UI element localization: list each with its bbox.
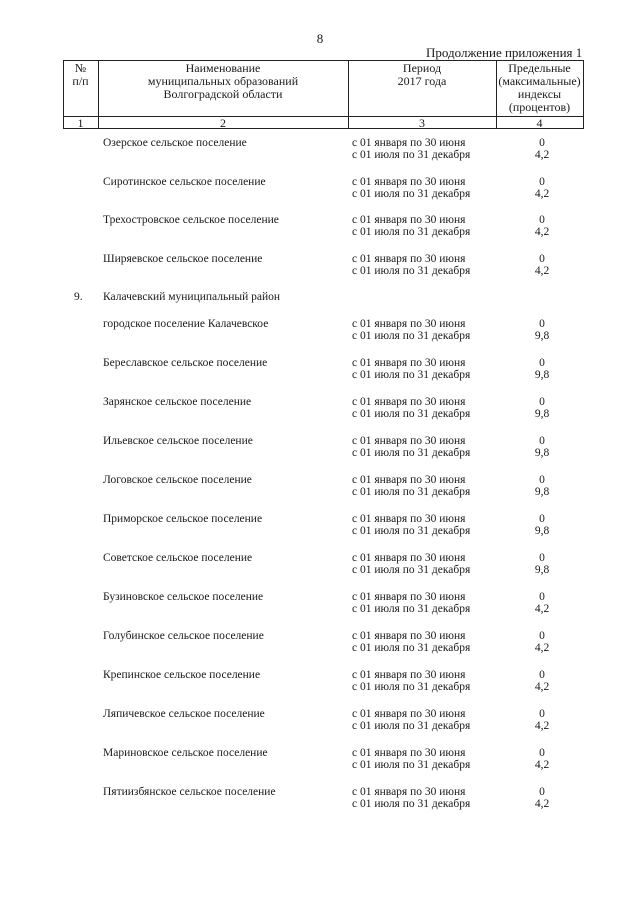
period-second-half: с 01 июля по 31 декабря bbox=[352, 798, 471, 810]
period-second-half: с 01 июля по 31 декабря bbox=[352, 408, 471, 420]
index-second-half: 4,2 bbox=[534, 149, 550, 161]
index-first-half: 0 bbox=[539, 396, 545, 408]
index-first-half: 0 bbox=[539, 318, 545, 330]
table-row bbox=[0, 591, 640, 621]
period-second-half: с 01 июля по 31 декабря bbox=[352, 759, 471, 771]
municipality-name: Бузиновское сельское поселение bbox=[103, 591, 264, 603]
table-row bbox=[0, 630, 640, 660]
index-first-half: 0 bbox=[539, 552, 545, 564]
period-second-half: с 01 июля по 31 декабря bbox=[352, 486, 471, 498]
district-number: 9. bbox=[74, 291, 83, 303]
index-second-half: 9,8 bbox=[534, 369, 550, 381]
period-first-half: с 01 января по 30 июня bbox=[352, 669, 466, 681]
period-second-half: с 01 июля по 31 декабря bbox=[352, 603, 471, 615]
period-second-half: с 01 июля по 31 декабря bbox=[352, 525, 471, 537]
period-second-half: с 01 июля по 31 декабря bbox=[352, 149, 471, 161]
header-municipality: Наименование муниципальных образований Волгоградской области bbox=[147, 61, 299, 101]
municipality-name: Советское сельское поселение bbox=[103, 552, 253, 564]
municipality-name: Логовское сельское поселение bbox=[103, 474, 252, 486]
period-first-half: с 01 января по 30 июня bbox=[352, 253, 466, 266]
municipality-name: Трехостровское сельское поселение bbox=[103, 214, 279, 227]
table-row bbox=[0, 357, 640, 387]
period-first-half: с 01 января по 30 июня bbox=[352, 137, 466, 149]
municipality-name: Озерское сельское поселение bbox=[103, 137, 247, 149]
index-second-half: 9,8 bbox=[534, 408, 550, 420]
colnum-3: 3 bbox=[419, 116, 425, 130]
municipality-name: Сиротинское сельское поселение bbox=[103, 175, 266, 188]
table-row bbox=[0, 214, 640, 244]
period-second-half: с 01 июля по 31 декабря bbox=[352, 447, 471, 459]
index-second-half: 9,8 bbox=[534, 486, 550, 498]
continuation-note: Продолжение приложения 1 bbox=[426, 45, 583, 60]
index-first-half: 0 bbox=[539, 747, 545, 759]
period-second-half: с 01 июля по 31 декабря bbox=[352, 265, 471, 278]
index-second-half: 4,2 bbox=[534, 798, 550, 810]
table-row bbox=[0, 435, 640, 465]
period-first-half: с 01 января по 30 июня bbox=[352, 747, 466, 759]
table-right-border bbox=[583, 60, 584, 129]
index-second-half: 4,2 bbox=[534, 265, 550, 278]
index-first-half: 0 bbox=[539, 357, 545, 369]
municipality-name: Береславское сельское поселение bbox=[103, 357, 268, 369]
period-second-half: с 01 июля по 31 декабря bbox=[352, 564, 471, 576]
index-second-half: 9,8 bbox=[534, 525, 550, 537]
municipality-name: Ляпичевское сельское поселение bbox=[103, 708, 265, 720]
period-second-half: с 01 июля по 31 декабря bbox=[352, 681, 471, 693]
index-second-half: 4,2 bbox=[534, 642, 550, 654]
table-row bbox=[0, 474, 640, 504]
period-first-half: с 01 января по 30 июня bbox=[352, 591, 466, 603]
table-row bbox=[0, 253, 640, 283]
index-first-half: 0 bbox=[539, 474, 545, 486]
table-row bbox=[0, 552, 640, 582]
period-first-half: с 01 января по 30 июня bbox=[352, 318, 466, 330]
period-first-half: с 01 января по 30 июня bbox=[352, 630, 466, 642]
municipality-name: Ширяевское сельское поселение bbox=[103, 253, 263, 266]
colnum-4: 4 bbox=[536, 116, 543, 130]
period-first-half: с 01 января по 30 июня bbox=[352, 708, 466, 720]
period-first-half: с 01 января по 30 июня bbox=[352, 474, 466, 486]
municipality-name: городское поселение Калачевское bbox=[103, 318, 269, 330]
index-first-half: 0 bbox=[539, 175, 545, 188]
period-first-half: с 01 января по 30 июня bbox=[352, 552, 466, 564]
index-second-half: 9,8 bbox=[534, 330, 550, 342]
header-number: № п/п bbox=[72, 61, 89, 88]
table-row bbox=[0, 786, 640, 816]
table-row bbox=[0, 176, 640, 206]
index-second-half: 9,8 bbox=[534, 447, 550, 459]
period-first-half: с 01 января по 30 июня bbox=[352, 513, 466, 525]
index-first-half: 0 bbox=[539, 253, 545, 266]
municipality-name: Ильевское сельское поселение bbox=[103, 435, 253, 447]
index-first-half: 0 bbox=[539, 708, 545, 720]
header-indices: Предельные (максимальные) индексы (процентов) bbox=[498, 61, 581, 114]
municipality-name: Зарянское сельское поселение bbox=[103, 396, 252, 408]
index-second-half: 4,2 bbox=[534, 226, 550, 239]
index-second-half: 4,2 bbox=[534, 720, 550, 732]
index-first-half: 0 bbox=[539, 630, 545, 642]
index-second-half: 4,2 bbox=[534, 187, 550, 200]
index-first-half: 0 bbox=[539, 591, 545, 603]
index-first-half: 0 bbox=[539, 214, 545, 227]
table-row bbox=[0, 137, 640, 167]
period-second-half: с 01 июля по 31 декабря bbox=[352, 226, 471, 239]
district-name: Калачевский муниципальный район bbox=[103, 291, 281, 303]
municipality-name: Пятиизбянское сельское поселение bbox=[103, 786, 276, 798]
municipality-name: Голубинское сельское поселение bbox=[103, 630, 264, 642]
period-first-half: с 01 января по 30 июня bbox=[352, 396, 466, 408]
table-row bbox=[0, 396, 640, 426]
period-second-half: с 01 июля по 31 декабря bbox=[352, 187, 471, 200]
table-row bbox=[0, 669, 640, 699]
index-second-half: 4,2 bbox=[534, 603, 550, 615]
municipality-name: Мариновское сельское поселение bbox=[103, 747, 268, 759]
period-first-half: с 01 января по 30 июня bbox=[352, 175, 466, 188]
colnum-1: 1 bbox=[77, 116, 84, 130]
table-top-border bbox=[63, 60, 583, 61]
period-second-half: с 01 июля по 31 декабря bbox=[352, 642, 471, 654]
page-number: 8 bbox=[316, 31, 324, 46]
period-first-half: с 01 января по 30 июня bbox=[352, 214, 466, 227]
period-first-half: с 01 января по 30 июня bbox=[352, 435, 466, 447]
colnum-2: 2 bbox=[220, 116, 226, 130]
header-period: Период 2017 года bbox=[397, 61, 447, 88]
index-first-half: 0 bbox=[539, 669, 545, 681]
table-row bbox=[0, 318, 640, 348]
index-second-half: 4,2 bbox=[534, 759, 550, 771]
table-row bbox=[0, 747, 640, 777]
index-first-half: 0 bbox=[539, 513, 545, 525]
period-second-half: с 01 июля по 31 декабря bbox=[352, 369, 471, 381]
period-second-half: с 01 июля по 31 декабря bbox=[352, 330, 471, 342]
period-second-half: с 01 июля по 31 декабря bbox=[352, 720, 471, 732]
index-first-half: 0 bbox=[539, 786, 545, 798]
index-second-half: 4,2 bbox=[534, 681, 550, 693]
period-first-half: с 01 января по 30 июня bbox=[352, 357, 466, 369]
period-first-half: с 01 января по 30 июня bbox=[352, 786, 466, 798]
municipality-name: Крепинское сельское поселение bbox=[103, 669, 261, 681]
table-row bbox=[0, 513, 640, 543]
index-first-half: 0 bbox=[539, 435, 545, 447]
municipality-name: Приморское сельское поселение bbox=[103, 513, 263, 525]
index-second-half: 9,8 bbox=[534, 564, 550, 576]
index-first-half: 0 bbox=[539, 137, 545, 149]
table-row bbox=[0, 708, 640, 738]
